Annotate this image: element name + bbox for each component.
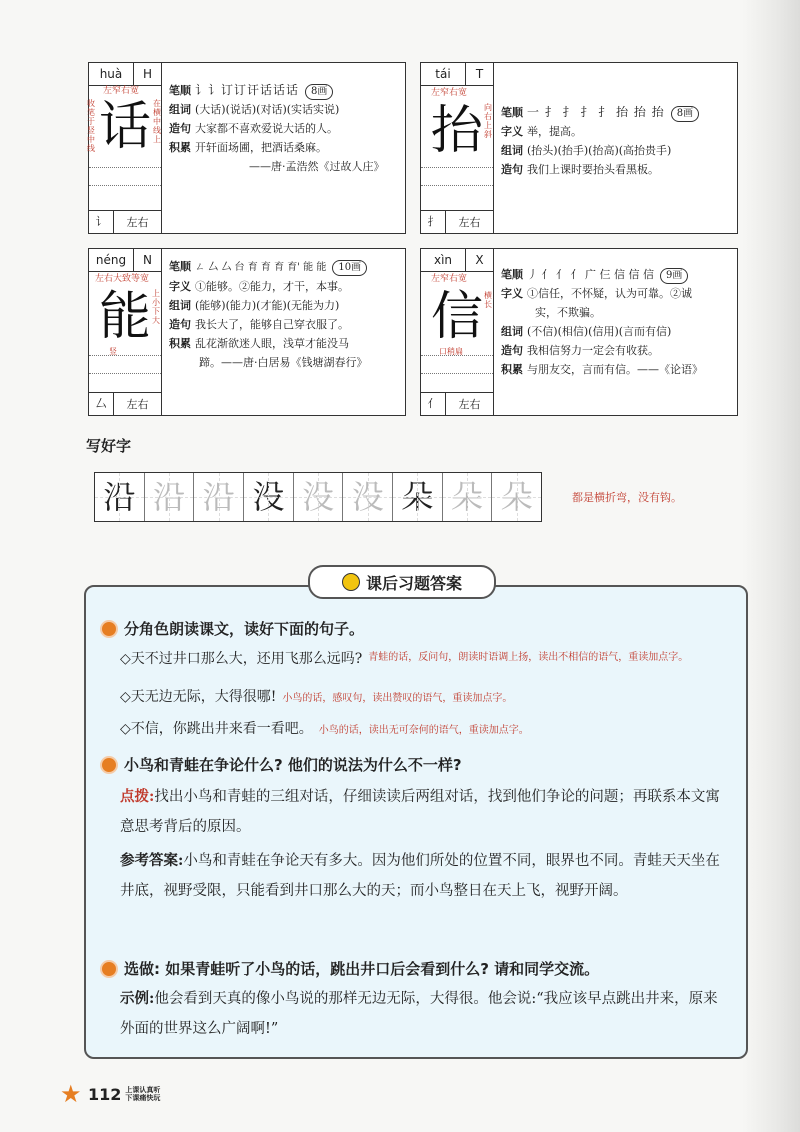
answer-title: 课后习题答案 — [308, 565, 496, 599]
big-char: 能 — [98, 287, 151, 347]
practice-row — [89, 355, 161, 374]
radical: 亻 — [421, 393, 446, 415]
stroke-count: 8画 — [671, 106, 699, 122]
hint-bottom: 竖 — [109, 347, 117, 356]
big-char: 话 — [98, 97, 151, 157]
practice-cell: 朵 — [492, 473, 541, 521]
lightbulb-icon — [342, 573, 360, 591]
info-row: 造句 我们上课时要抬头看黑板。 — [501, 163, 659, 176]
page-spine — [742, 0, 800, 1132]
info-row: 组词 (能够)(能力)(才能)(无能为力) — [169, 299, 340, 312]
stroke-count: 9画 — [660, 268, 688, 284]
radical: 讠 — [89, 211, 114, 233]
info-row: 字义 ①能够。②能力，才干，本事。 — [169, 280, 349, 293]
char-footer — [89, 210, 161, 233]
info-row: 积累 与朋友交，言而有信。——《论语》 — [501, 363, 703, 376]
structure: 左右 — [458, 398, 481, 411]
structure: 左右 — [126, 398, 149, 411]
stroke-order: ㄥ 厶 厶 台 育 育 育 育' 能 能 — [195, 262, 327, 273]
index-letter: N — [143, 253, 152, 267]
hint-top: 左窄右宽 — [431, 274, 468, 284]
practice-cell: 沿 — [145, 473, 195, 521]
char-card-tai — [420, 62, 738, 234]
question-icon — [100, 620, 118, 638]
pinyin-header — [89, 63, 161, 86]
char-footer — [89, 392, 161, 415]
char-grid-column — [421, 63, 494, 233]
question-icon — [100, 756, 118, 774]
pinyin-header — [421, 249, 493, 272]
info-row: 造句 我长大了，能够自己穿衣服了。 — [169, 318, 349, 331]
practice-row — [89, 167, 161, 186]
stroke-order: 丿 亻 亻 亻 广 仨 信 信 信 — [527, 268, 654, 281]
index-letter: T — [475, 67, 484, 81]
page-footer — [60, 1082, 160, 1106]
practice-note: 都是横折弯，没有钩。 — [572, 491, 682, 504]
hint-bottom: 口稍扁 — [439, 347, 463, 356]
hint-top: 左窄右宽 — [103, 86, 140, 96]
info-row: 组词 (大话)(说话)(对话)(实话实说) — [169, 103, 340, 116]
stroke-order: 讠讠订订讦话话话 — [195, 83, 300, 97]
info-row: 组词 (抬头)(抬手)(抬高)(高抬贵手) — [501, 144, 672, 157]
char-info — [169, 257, 399, 372]
index-letter: H — [142, 67, 153, 81]
practice-row — [421, 167, 493, 186]
practice-row — [89, 185, 161, 204]
practice-cell: 沿 — [194, 473, 244, 521]
char-footer — [421, 210, 493, 233]
char-grid-column — [89, 63, 162, 233]
stroke-row: 笔顺 讠讠订订讦话话话 8画 — [169, 81, 399, 100]
info-row: 实，不欺骗。 — [535, 306, 601, 319]
char-card-neng — [88, 248, 406, 416]
practice-cell: 沿 — [95, 473, 145, 521]
practice-row — [421, 185, 493, 204]
char-grid-column — [89, 249, 162, 415]
practice-row — [421, 373, 493, 392]
question-2: 小鸟和青蛙在争论什么? 他们的说法为什么不一样? — [100, 754, 462, 775]
practice-cell: 没 — [294, 473, 344, 521]
info-row: 积累 开轩面场圃，把酒话桑麻。 — [169, 141, 327, 154]
hint-top: 左窄右宽 — [431, 88, 468, 98]
hint-left: 收笔于竖中线 — [87, 99, 95, 153]
hint-right: 在横中线上 — [153, 99, 161, 144]
star-icon: ★ — [60, 1080, 82, 1108]
char-info — [169, 81, 399, 176]
hint-right: 横长 — [484, 291, 492, 309]
big-char: 抬 — [430, 101, 483, 161]
radical: 厶 — [89, 393, 114, 415]
pinyin-header — [421, 63, 493, 86]
info-row: ——唐·孟浩然《过故人庄》 — [249, 160, 385, 173]
info-row: 造句 大家都不喜欢爱说大话的人。 — [169, 122, 338, 135]
practice-row — [421, 355, 493, 374]
char-box — [425, 285, 489, 349]
char-box — [425, 99, 489, 163]
char-grid-column — [421, 249, 494, 415]
info-row: 积累 乱花渐欲迷人眼，浅草才能没马 — [169, 337, 349, 350]
example-answer: 示例:他会看到天真的像小鸟说的那样无边无际，大得很。他会说:“我应该早点跳出井来，原来外面的世界这么广阔啊!” — [120, 990, 718, 1037]
practice-cell: 朵 — [443, 473, 493, 521]
stroke-row: 笔顺 丿 亻 亻 亻 广 仨 信 信 信 9画 — [501, 265, 731, 284]
info-row: 字义 举，提高。 — [501, 125, 582, 138]
practice-cell: 朵 — [393, 473, 443, 521]
index-letter: X — [475, 253, 484, 267]
pinyin: huà — [89, 63, 134, 85]
big-char: 信 — [430, 287, 483, 347]
char-box — [93, 95, 157, 159]
structure: 左右 — [458, 216, 481, 229]
pinyin: néng — [89, 249, 134, 271]
info-row: 蹄。——唐·白居易《钱塘湖春行》 — [199, 356, 368, 369]
practice-row — [89, 373, 161, 392]
question-1: 分角色朗读课文，读好下面的句子。 — [100, 618, 364, 639]
char-card-xin — [420, 248, 738, 416]
practice-cell: 没 — [244, 473, 294, 521]
practice-cell: 没 — [343, 473, 393, 521]
page-number: 112 — [88, 1084, 122, 1104]
hint-right: 上小下大 — [152, 289, 160, 325]
info-row: 组词 (不信)(相信)(信用)(言而有信) — [501, 325, 672, 338]
char-card-hua — [88, 62, 406, 234]
question-3: 选做: 如果青蛙听了小鸟的话，跳出井口后会看到什么? 请和同学交流。 — [100, 958, 599, 979]
char-info — [501, 103, 731, 179]
info-row: 造句 我相信努力一定会有收获。 — [501, 344, 659, 357]
section-title-write-good: 写好字 — [86, 437, 132, 455]
hint-top: 左右大致等宽 — [95, 274, 150, 284]
footer-tag: 上课认真听 下课痛快玩 — [125, 1086, 161, 1102]
structure: 左右 — [126, 216, 149, 229]
pinyin: xìn — [421, 249, 466, 271]
question-icon — [100, 960, 118, 978]
hint-paragraph: 点拨:找出小鸟和青蛙的三组对话，仔细读读后两组对话，找到他们争论的问题；再联系本文寓意思考背后的原因。 — [120, 788, 720, 835]
stroke-row: 笔顺 一 扌 扌 扌 扌 抬 抬 抬 8画 — [501, 103, 731, 122]
hint-right: 向右上斜 — [484, 103, 492, 139]
pinyin: tái — [421, 63, 466, 85]
stroke-order: 一 扌 扌 扌 扌 抬 抬 抬 — [527, 105, 665, 119]
stroke-row: 笔顺 ㄥ 厶 厶 台 育 育 育 育' 能 能 10画 — [169, 257, 399, 277]
reference-answer: 参考答案:小鸟和青蛙在争论天有多大。因为他们所处的位置不同，眼界也不同。青蛙天天坐在井底，视野受限，只能看到井口那么大的天；而小鸟整日在天上飞，视野开阔。 — [120, 852, 720, 899]
info-row: 字义 ①信任，不怀疑，认为可靠。②诚 — [501, 287, 692, 300]
radical: 扌 — [421, 211, 446, 233]
practice-strip — [94, 472, 542, 522]
pinyin-header — [89, 249, 161, 272]
char-footer — [421, 392, 493, 415]
sentence-3: ◇不信，你跳出井来看一看吧。 小鸟的话，读出无可奈何的语气，重读加点字。 — [120, 721, 529, 737]
stroke-count: 10画 — [332, 260, 367, 276]
char-info — [501, 265, 731, 379]
char-box — [93, 285, 157, 349]
sentence-2: ◇天无边无际，大得很哪! 小鸟的话，感叹句，读出赞叹的语气，重读加点字。 — [120, 689, 513, 705]
sentence-1: ◇天不过井口那么大，还用飞那么远吗? 青蛙的话，反问句，朗读时语调上扬，读出不相信的语气，重读加点字。 — [120, 651, 689, 667]
stroke-count: 8画 — [305, 84, 333, 100]
